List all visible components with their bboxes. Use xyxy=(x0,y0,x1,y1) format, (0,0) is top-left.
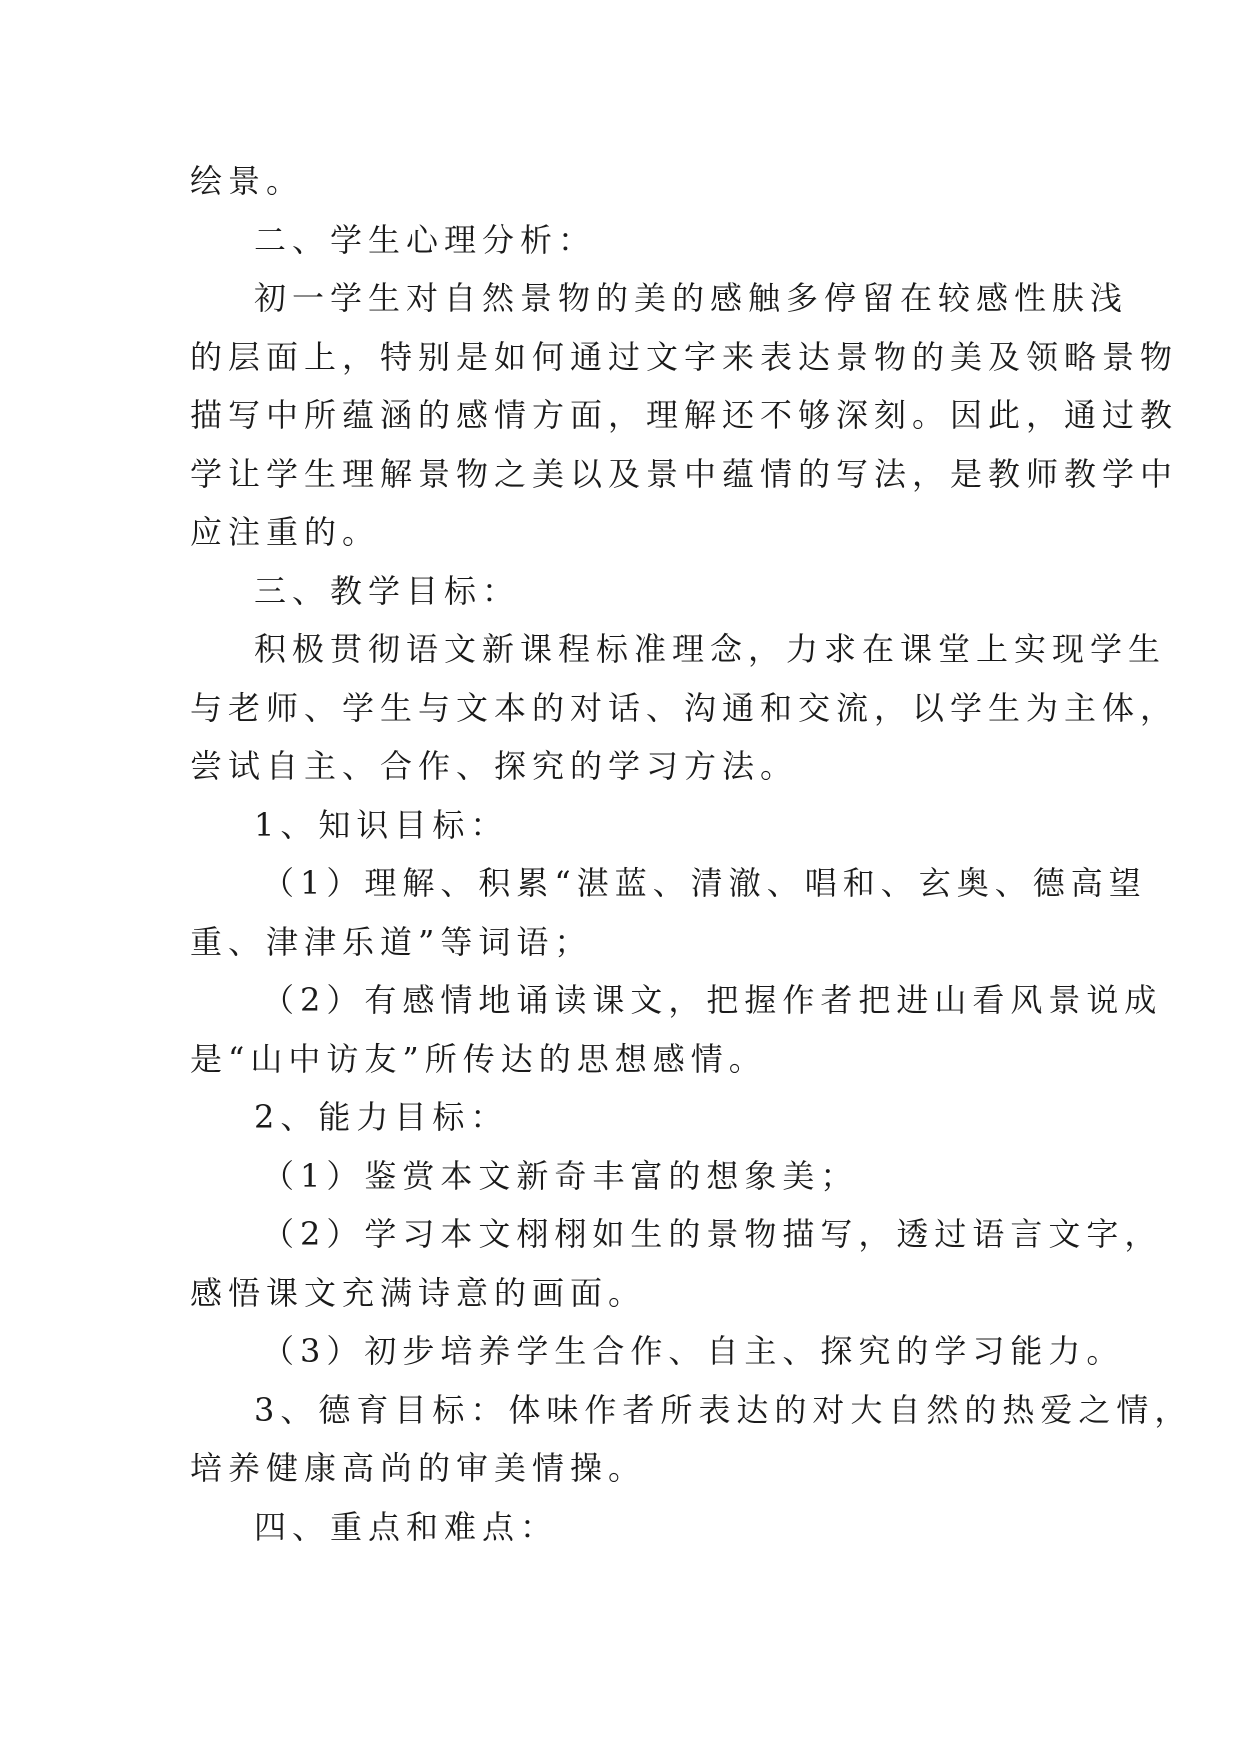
paragraph-line: 尝试自主、合作、探究的学习方法。 xyxy=(190,747,799,785)
list-item-line: （1）理解、积累“湛蓝、清澈、唱和、玄奥、德高望 xyxy=(262,864,1147,902)
list-item-line: 是“山中访友”所传达的思想感情。 xyxy=(190,1039,767,1078)
paragraph-line: 积极贯彻语文新课程标准理念，力求在课堂上实现学生 xyxy=(254,630,1167,668)
paragraph-line: 初一学生对自然景物的美的感触多停留在较感性肤浅 xyxy=(254,279,1129,317)
list-item-line: （2）学习本文栩栩如生的景物描写，透过语言文字， xyxy=(262,1215,1163,1253)
paragraph-line: 应注重的。 xyxy=(190,513,381,551)
subsection-heading: 3、德育目标：体味作者所表达的对大自然的热爱之情， xyxy=(254,1390,1193,1429)
paragraph-line: 的层面上，特别是如何通过文字来表达景物的美及领略景物 xyxy=(190,337,1179,376)
document-page xyxy=(190,152,1193,1556)
list-item-line: （1）鉴赏本文新奇丰富的想象美； xyxy=(262,1156,859,1195)
subsection-heading: 2、能力目标： xyxy=(254,1098,509,1136)
paragraph-line: 与老师、学生与文本的对话、沟通和交流，以学生为主体， xyxy=(190,688,1179,727)
text-line: 绘景。 xyxy=(190,162,305,200)
list-item-line: （3）初步培养学生合作、自主、探究的学习能力。 xyxy=(262,1332,1125,1370)
section-heading: 四、重点和难点： xyxy=(254,1507,559,1546)
paragraph-line: 培养健康高尚的审美情操。 xyxy=(190,1449,647,1487)
list-item-line: 重、津津乐道”等词语； xyxy=(190,922,593,961)
paragraph-line: 描写中所蕴涵的感情方面，理解还不够深刻。因此，通过教 xyxy=(190,396,1179,434)
paragraph-line: 学让学生理解景物之美以及景中蕴情的写法，是教师教学中 xyxy=(190,454,1179,493)
subsection-heading: 1、知识目标： xyxy=(254,805,509,844)
section-heading: 三、教学目标： xyxy=(254,571,521,610)
list-item-line: （2）有感情地诵读课文，把握作者把进山看风景说成 xyxy=(262,981,1163,1019)
section-heading: 二、学生心理分析： xyxy=(254,220,597,259)
list-item-line: 感悟课文充满诗意的画面。 xyxy=(190,1273,647,1312)
